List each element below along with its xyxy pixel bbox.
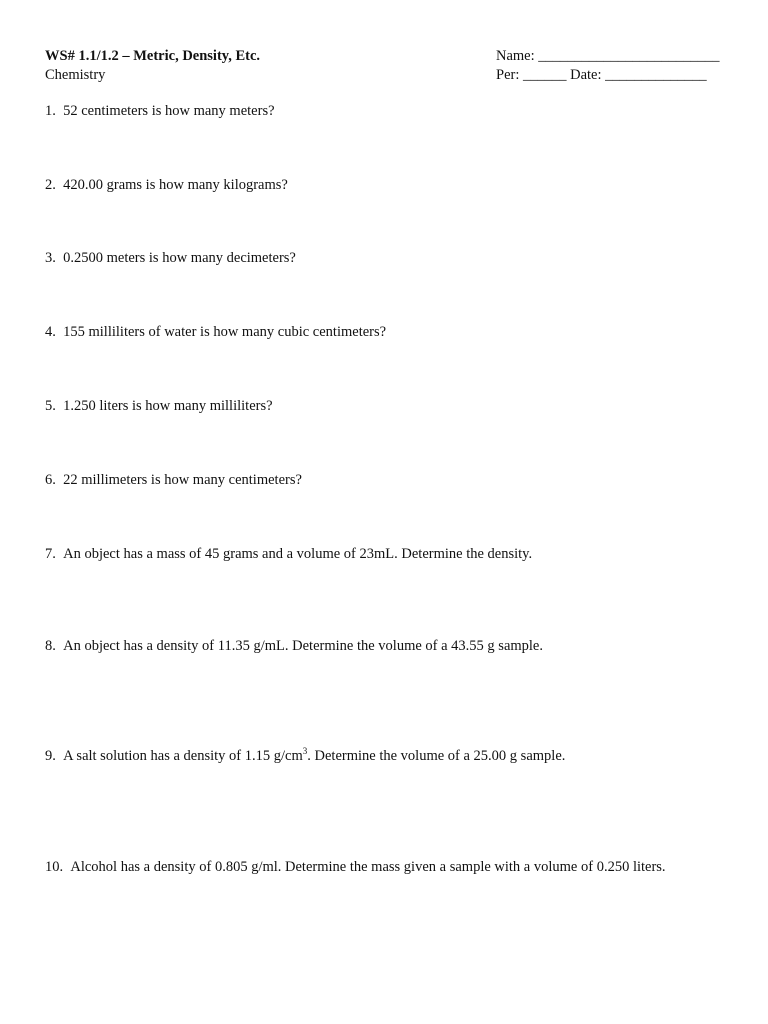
subject-label: Chemistry (45, 67, 106, 83)
question-number: 1. (45, 103, 56, 119)
question-text-before: A salt solution has a density of 1.15 g/cm (63, 748, 303, 764)
worksheet-header (45, 47, 260, 85)
question-number: 4. (45, 324, 56, 340)
question-9 (45, 747, 565, 765)
superscript-exponent: 3 (302, 746, 308, 757)
question-text: 22 millimeters is how many centimeters? (63, 472, 302, 488)
student-info (496, 47, 720, 85)
question-text: 420.00 grams is how many kilograms? (63, 177, 288, 193)
question-text: Alcohol has a density of 0.805 g/ml. Determine the mass given a sample with a volume of 0.250 liters. (70, 859, 666, 875)
question-4 (45, 323, 386, 341)
question-text: 155 milliliters of water is how many cubic centimeters? (63, 324, 387, 340)
question-6 (45, 471, 302, 489)
worksheet-title: WS# 1.1/1.2 – Metric, Density, Etc. (45, 48, 261, 64)
question-text: An object has a density of 11.35 g/mL. Determine the volume of a 43.55 g sample. (63, 638, 543, 654)
question-number: 7. (45, 546, 56, 562)
question-3 (45, 249, 296, 267)
per-date-line: Per: ______ Date: ______________ (496, 67, 707, 83)
question-number: 2. (45, 177, 56, 193)
question-text-after: . Determine the volume of a 25.00 g sample. (307, 748, 566, 764)
question-text: 0.2500 meters is how many decimeters? (63, 250, 296, 266)
question-text: An object has a mass of 45 grams and a volume of 23mL. Determine the density. (63, 546, 533, 562)
question-text: 52 centimeters is how many meters? (63, 103, 275, 119)
question-text: 1.250 liters is how many milliliters? (63, 398, 273, 414)
question-number: 10. (45, 859, 64, 875)
question-number: 3. (45, 250, 56, 266)
question-1 (45, 102, 275, 120)
question-number: 6. (45, 472, 56, 488)
name-line: Name: _________________________ (496, 48, 720, 64)
question-10 (45, 858, 666, 876)
question-8 (45, 637, 543, 655)
question-number: 8. (45, 638, 56, 654)
question-number: 5. (45, 398, 56, 414)
question-number: 9. (45, 748, 56, 764)
question-7 (45, 545, 532, 563)
question-2 (45, 176, 288, 194)
question-5 (45, 397, 273, 415)
